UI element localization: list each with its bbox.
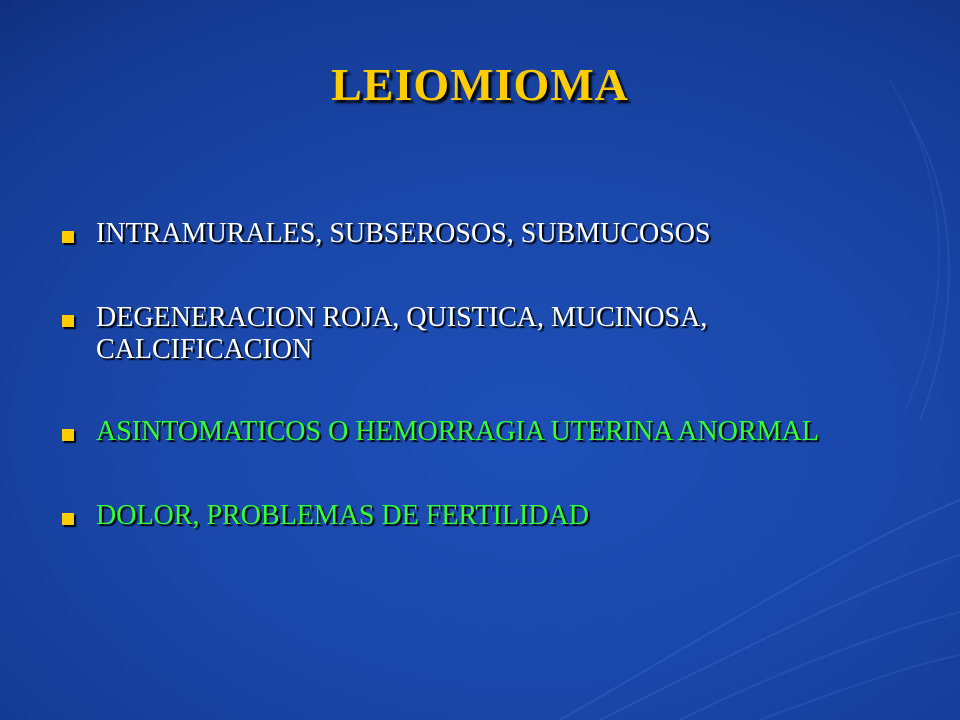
bullet-text: DOLOR, PROBLEMAS DE FERTILIDAD <box>96 500 589 531</box>
slide-title: LEIOMIOMA <box>331 59 629 110</box>
bullet-text: INTRAMURALES, SUBSEROSOS, SUBMUCOSOS <box>96 218 711 249</box>
square-bullet-icon <box>62 429 74 441</box>
bullet-text: DEGENERACION ROJA, QUISTICA, MUCINOSA, CALCIFICACION <box>96 302 708 365</box>
bullet-item-pain-fertility <box>62 500 862 532</box>
bullet-text: ASINTOMATICOS O HEMORRAGIA UTERINA ANORMAL <box>96 416 819 447</box>
square-bullet-icon <box>62 231 74 243</box>
square-bullet-icon <box>62 513 74 525</box>
bullet-item-degeneration <box>62 302 862 366</box>
bullet-item-types <box>62 218 862 250</box>
bullet-list <box>62 218 862 532</box>
square-bullet-icon <box>62 315 74 327</box>
bullet-item-symptoms <box>62 416 862 448</box>
